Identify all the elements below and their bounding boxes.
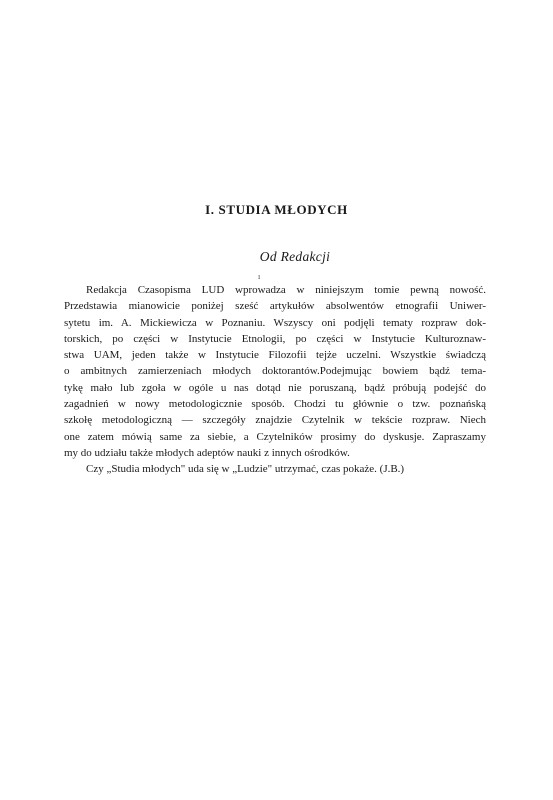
paragraph-line: zagadnień w nowy metodologicznie sposób. Chodzi tu głównie o tzw. poznańską bbox=[64, 398, 486, 411]
paragraph-line: torskich, po części w Instytucie Etnologii, po części w Instytucie Kulturoznaw- bbox=[64, 332, 486, 345]
paragraph-line: o ambitnych zamierzeniach młodych doktorantów.Podejmując bowiem bądź tema- bbox=[64, 365, 486, 378]
editorial-paragraph bbox=[64, 282, 486, 478]
closing-line: Czy „Studia młodych" uda się w „Ludzie" utrzymać, czas pokaże. (J.B.) bbox=[86, 463, 405, 476]
paragraph-line: szkołę metodologiczną — szczegóły znajdzie Czytelnik w tekście rozpraw. Niech bbox=[64, 414, 486, 427]
paragraph-line: tykę mało lub zgoła w ogóle u nas dotąd nie poruszaną, bądź próbują podejść do bbox=[64, 381, 486, 394]
section-title: I. STUDIA MŁODYCH bbox=[205, 202, 348, 217]
paragraph-line: Redakcja Czasopisma LUD wprowadza w niniejszym tomie pewną nowość. bbox=[86, 284, 486, 296]
paragraph-line: my do udziału także młodych adeptów nauki z innych ośrodków. bbox=[64, 446, 350, 459]
paragraph-line: Przedstawia mianowicie poniżej sześć artykułów absolwentów etnografii Uniwer- bbox=[64, 300, 486, 313]
paragraph-line: one zatem mówią same za siebie, a Czytelników prosimy do dyskusje. Zapraszamy bbox=[64, 430, 486, 443]
editorial-subtitle: Od Redakcji bbox=[259, 249, 331, 264]
paragraph-line: sytetu im. A. Mickiewicza w Poznaniu. Wszyscy oni podjęli tematy rozpraw dok- bbox=[64, 316, 486, 329]
margin-mark: ı bbox=[258, 272, 261, 281]
paragraph-line: stwa UAM, jeden także w Instytucie Filozofii tejże uczelni. Wszystkie świadczą bbox=[64, 349, 486, 362]
